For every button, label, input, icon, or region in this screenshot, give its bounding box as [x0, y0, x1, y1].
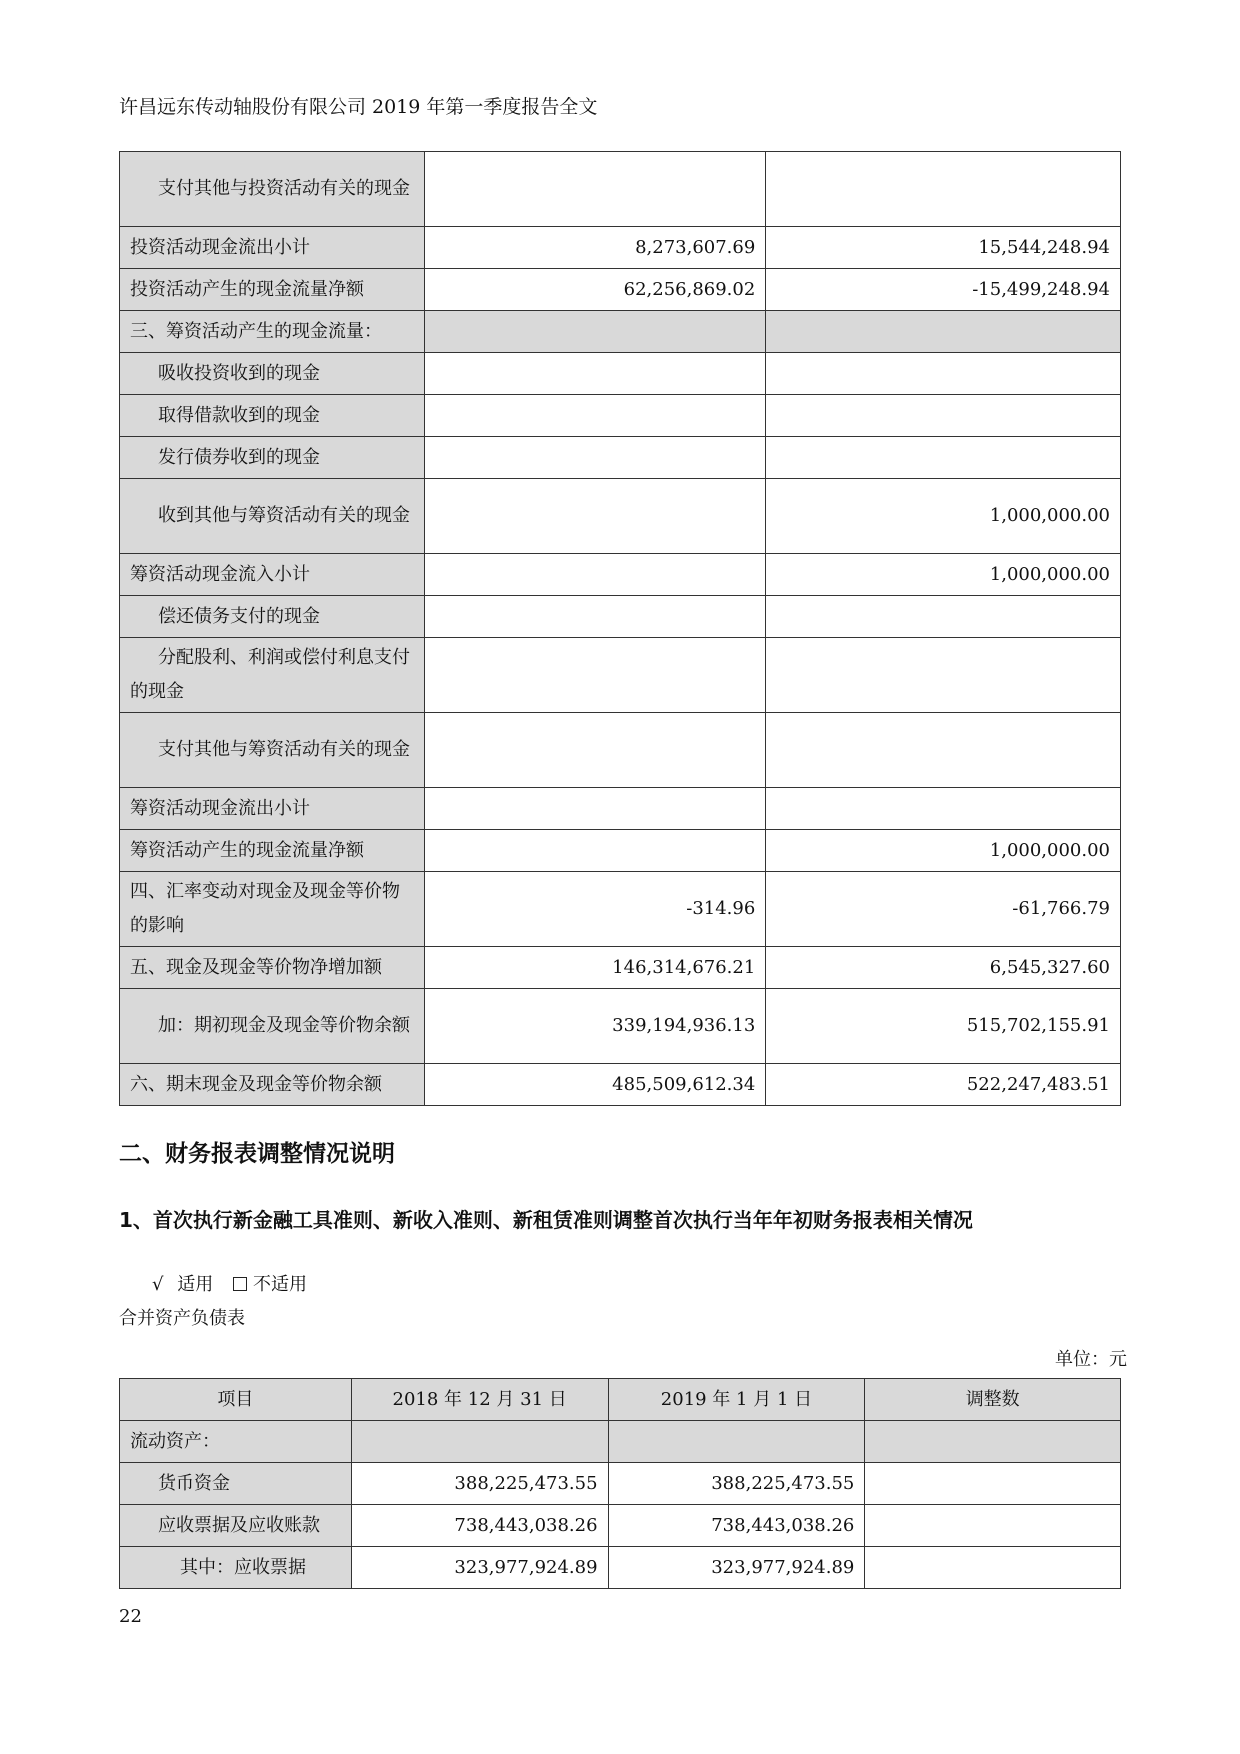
not-applicable-label: 不适用: [252, 1274, 307, 1295]
current-period-value: [424, 395, 766, 437]
prior-period-value: [766, 311, 1121, 353]
row-label: 筹资活动产生的现金流量净额: [120, 830, 425, 872]
table-row: [120, 1547, 1121, 1589]
prior-period-value: 1,000,000.00: [766, 830, 1121, 872]
table-row: [120, 872, 1121, 947]
prior-period-value: 1,000,000.00: [766, 479, 1121, 554]
table-row: [120, 311, 1121, 353]
table-row: [120, 947, 1121, 989]
table-row: [120, 830, 1121, 872]
table-row: [120, 989, 1121, 1064]
row-label: 六、期末现金及现金等价物余额: [120, 1064, 425, 1106]
current-period-value: [424, 437, 766, 479]
row-label: 筹资活动现金流入小计: [120, 554, 425, 596]
page-header: 许昌远东传动轴股份有限公司 2019 年第一季度报告全文: [119, 96, 598, 118]
row-label: 吸收投资收到的现金: [120, 353, 425, 395]
prior-period-value: [766, 437, 1121, 479]
balance-sheet-table: [119, 1378, 1121, 1589]
prior-period-value: [766, 596, 1121, 638]
table-row: [120, 1505, 1121, 1547]
value-cell: [865, 1463, 1121, 1505]
current-period-value: [424, 311, 766, 353]
applicability-options: [152, 1270, 307, 1296]
prior-period-value: [766, 713, 1121, 788]
value-cell: [865, 1505, 1121, 1547]
value-cell: 323,977,924.89: [608, 1547, 865, 1589]
header-cell: 2018 年 12 月 31 日: [351, 1379, 608, 1421]
prior-period-value: 6,545,327.60: [766, 947, 1121, 989]
table-row: [120, 1463, 1121, 1505]
table-name: 合并资产负债表: [119, 1308, 245, 1329]
header-cell: 2019 年 1 月 1 日: [608, 1379, 865, 1421]
row-label: 投资活动现金流出小计: [120, 227, 425, 269]
table-row: [120, 353, 1121, 395]
table-row: [120, 788, 1121, 830]
prior-period-value: 515,702,155.91: [766, 989, 1121, 1064]
prior-period-value: -15,499,248.94: [766, 269, 1121, 311]
current-period-value: -314.96: [424, 872, 766, 947]
row-label: 四、汇率变动对现金及现金等价物的影响: [120, 872, 425, 947]
table-row: [120, 554, 1121, 596]
prior-period-value: [766, 638, 1121, 713]
current-period-value: [424, 713, 766, 788]
applicable-label: 适用: [177, 1274, 214, 1295]
current-period-value: 146,314,676.21: [424, 947, 766, 989]
current-period-value: [424, 152, 766, 227]
row-label: 发行债券收到的现金: [120, 437, 425, 479]
table-row: [120, 1421, 1121, 1463]
unit-label: 单位：元: [1055, 1349, 1127, 1370]
table-row: [120, 1064, 1121, 1106]
row-label: 支付其他与筹资活动有关的现金: [120, 713, 425, 788]
value-cell: 738,443,038.26: [608, 1505, 865, 1547]
check-mark-icon: √: [152, 1274, 164, 1295]
current-period-value: [424, 554, 766, 596]
current-period-value: [424, 479, 766, 554]
table-row: [120, 638, 1121, 713]
row-label: 支付其他与投资活动有关的现金: [120, 152, 425, 227]
current-period-value: [424, 353, 766, 395]
table-row: [120, 269, 1121, 311]
prior-period-value: 1,000,000.00: [766, 554, 1121, 596]
table-row: [120, 227, 1121, 269]
row-label: 收到其他与筹资活动有关的现金: [120, 479, 425, 554]
prior-period-value: [766, 152, 1121, 227]
current-period-value: 339,194,936.13: [424, 989, 766, 1064]
checkbox-empty-icon: [233, 1277, 247, 1291]
value-cell: 323,977,924.89: [351, 1547, 608, 1589]
table-row: [120, 479, 1121, 554]
header-cell: 项目: [120, 1379, 352, 1421]
value-cell: 388,225,473.55: [608, 1463, 865, 1505]
value-cell: 388,225,473.55: [351, 1463, 608, 1505]
row-label: 投资活动产生的现金流量净额: [120, 269, 425, 311]
prior-period-value: -61,766.79: [766, 872, 1121, 947]
row-label: 五、现金及现金等价物净增加额: [120, 947, 425, 989]
row-label: 流动资产：: [120, 1421, 352, 1463]
current-period-value: [424, 788, 766, 830]
current-period-value: [424, 830, 766, 872]
prior-period-value: 522,247,483.51: [766, 1064, 1121, 1106]
table-header-row: [120, 1379, 1121, 1421]
table-row: [120, 152, 1121, 227]
row-label: 偿还债务支付的现金: [120, 596, 425, 638]
value-cell: [865, 1547, 1121, 1589]
row-label: 三、筹资活动产生的现金流量：: [120, 311, 425, 353]
current-period-value: [424, 596, 766, 638]
current-period-value: [424, 638, 766, 713]
prior-period-value: [766, 788, 1121, 830]
table-row: [120, 713, 1121, 788]
page-number: 22: [119, 1606, 142, 1627]
row-label: 加：期初现金及现金等价物余额: [120, 989, 425, 1064]
row-label: 应收票据及应收账款: [120, 1505, 352, 1547]
value-cell: [865, 1421, 1121, 1463]
header-cell: 调整数: [865, 1379, 1121, 1421]
section-title: 二、财务报表调整情况说明: [119, 1141, 395, 1167]
table-row: [120, 437, 1121, 479]
table-row: [120, 395, 1121, 437]
value-cell: [351, 1421, 608, 1463]
value-cell: 738,443,038.26: [351, 1505, 608, 1547]
row-label: 分配股利、利润或偿付利息支付的现金: [120, 638, 425, 713]
cash-flow-table: [119, 151, 1121, 1106]
table-row: [120, 596, 1121, 638]
row-label: 货币资金: [120, 1463, 352, 1505]
subsection-title: 1、首次执行新金融工具准则、新收入准则、新租赁准则调整首次执行当年年初财务报表相关情况: [119, 1208, 973, 1232]
current-period-value: 8,273,607.69: [424, 227, 766, 269]
row-label: 筹资活动现金流出小计: [120, 788, 425, 830]
value-cell: [608, 1421, 865, 1463]
row-label: 取得借款收到的现金: [120, 395, 425, 437]
prior-period-value: [766, 395, 1121, 437]
prior-period-value: 15,544,248.94: [766, 227, 1121, 269]
current-period-value: 62,256,869.02: [424, 269, 766, 311]
current-period-value: 485,509,612.34: [424, 1064, 766, 1106]
prior-period-value: [766, 353, 1121, 395]
row-label: 其中：应收票据: [120, 1547, 352, 1589]
